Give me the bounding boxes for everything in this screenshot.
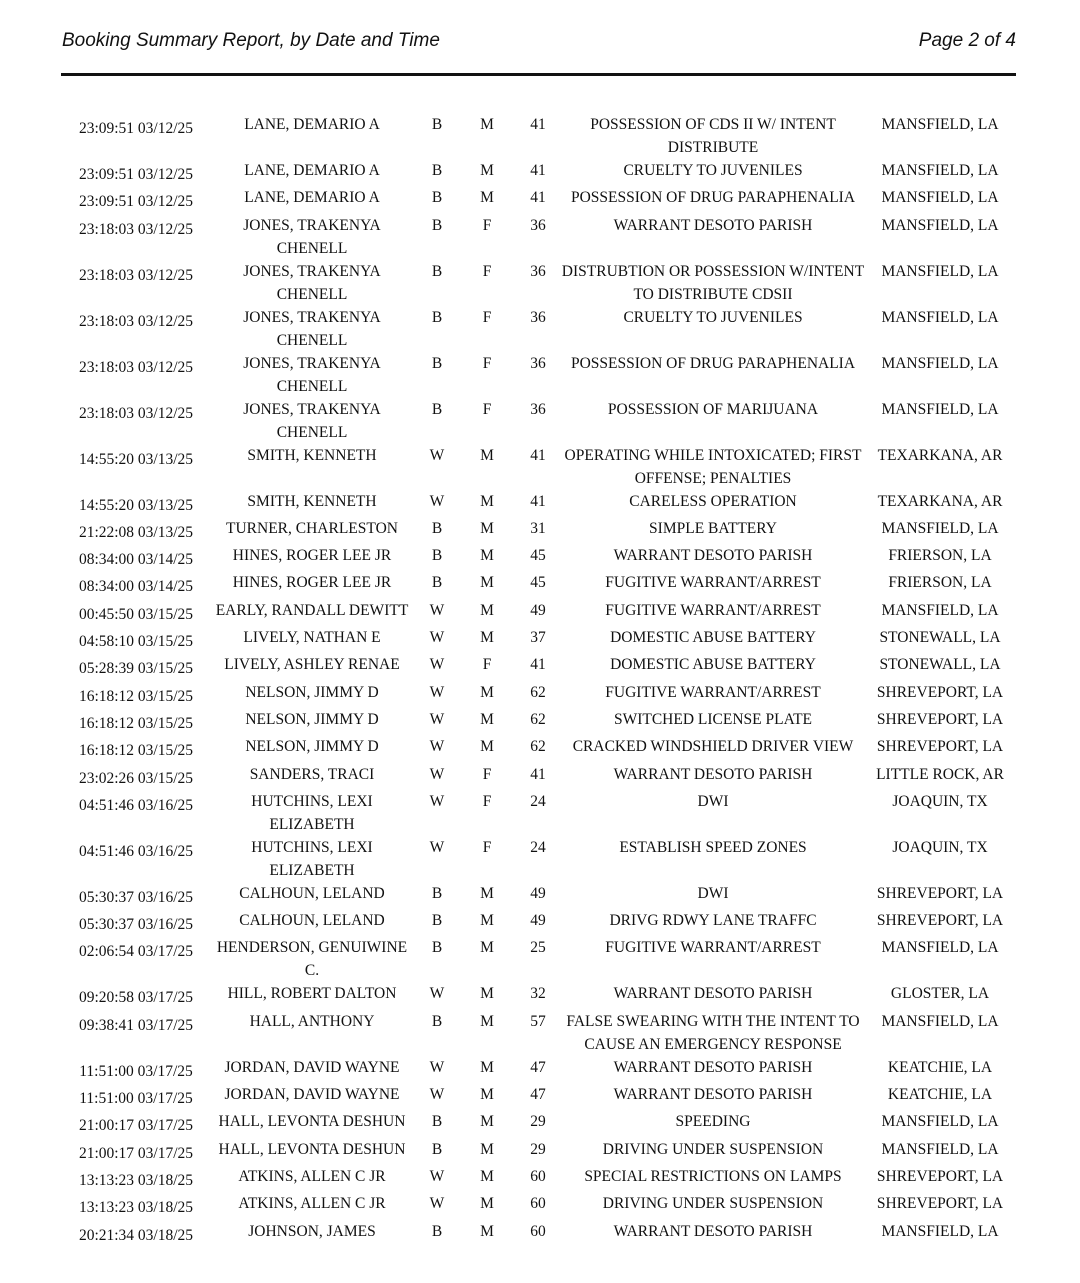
sex: F [482,400,492,418]
sex: F [482,262,492,280]
race: B [431,1140,443,1158]
race: W [429,710,445,728]
charge: POSSESSION OF DRUG PARAPHENALIA [570,189,856,207]
age: 49 [530,912,546,930]
sex: M [480,1058,494,1076]
booking-datetime: 21:00:17 03/17/25 [78,1117,194,1135]
sex: M [480,162,494,179]
sex: M [480,116,494,133]
city: MANSFIELD, LA [881,400,999,418]
sex: M [480,189,494,207]
sex: M [480,1140,494,1158]
charge: POSSESSION OF MARIJUANA [607,400,819,418]
header-divider [61,73,1016,76]
race: W [429,1167,445,1185]
sex: M [480,912,494,930]
sex: M [480,574,494,592]
city: STONEWALL, LA [879,629,1001,647]
sex: M [480,985,494,1003]
inmate-name: LANE, DEMARIO A [244,116,380,133]
age: 41 [530,189,546,207]
inmate-name: LIVELY, ASHLEY RENAE [224,656,400,674]
age: 31 [530,519,546,537]
table-row [0,836,1080,882]
city: MANSFIELD, LA [881,939,999,957]
booking-datetime: 08:34:00 03/14/25 [78,551,194,569]
race: W [429,838,445,856]
race: W [429,446,445,464]
race: B [431,574,443,592]
race: B [431,354,443,372]
age: 36 [530,216,546,234]
booking-datetime: 23:18:03 03/12/25 [78,220,194,238]
charge: WARRANT DESOTO PARISH [613,985,813,1003]
city: KEATCHIE, LA [887,1058,993,1076]
charge: POSSESSION OF CDS II W/ INTENT DISTRIBUTE [590,116,836,156]
city: GLOSTER, LA [890,985,990,1003]
table-row [0,159,1080,186]
inmate-name: SMITH, KENNETH [247,446,377,464]
city: MANSFIELD, LA [881,1012,999,1030]
sex: M [480,884,494,902]
age: 41 [530,656,546,674]
age: 57 [530,1012,546,1030]
booking-datetime: 23:18:03 03/12/25 [78,358,194,376]
charge: FUGITIVE WARRANT/ARREST [605,574,821,592]
table-row [0,352,1080,398]
booking-datetime: 04:51:46 03/16/25 [78,796,194,814]
race: B [431,162,443,179]
table-row [0,909,1080,936]
inmate-name: ATKINS, ALLEN C JR [238,1195,386,1213]
city: SHREVEPORT, LA [876,683,1004,701]
booking-datetime: 21:22:08 03/13/25 [78,523,194,541]
sex: F [482,354,492,372]
booking-datetime: 05:28:39 03/15/25 [78,660,194,678]
table-row [0,544,1080,571]
sex: M [480,446,494,464]
age: 41 [530,492,546,510]
table-row [0,186,1080,213]
inmate-name: JONES, TRAKENYA CHENELL [243,400,381,441]
race: W [429,629,445,647]
booking-datetime: 23:18:03 03/12/25 [78,312,194,330]
table-row [0,398,1080,444]
table-row [0,1138,1080,1165]
table-row [0,1083,1080,1110]
table-row [0,1220,1080,1247]
inmate-name: JONES, TRAKENYA CHENELL [243,308,381,349]
charge: OPERATING WHILE INTOXICATED; FIRST OFFENSE; PENALTIES [564,446,862,487]
inmate-name: LIVELY, NATHAN E [243,629,381,647]
table-row [0,936,1080,982]
age: 25 [530,939,546,957]
sex: F [482,765,492,783]
race: W [429,738,445,756]
age: 36 [530,400,546,418]
race: W [429,985,445,1003]
booking-datetime: 21:00:17 03/17/25 [78,1144,194,1162]
city: MANSFIELD, LA [881,262,999,280]
booking-datetime: 05:30:37 03/16/25 [78,888,194,906]
city: SHREVEPORT, LA [876,884,1004,902]
city: LITTLE ROCK, AR [876,765,1004,783]
table-row [0,708,1080,735]
age: 32 [530,985,546,1003]
city: MANSFIELD, LA [881,1113,999,1131]
city: SHREVEPORT, LA [876,1195,1004,1213]
report-header [62,30,1016,56]
charge: WARRANT DESOTO PARISH [613,765,813,783]
race: B [431,939,443,957]
race: W [429,683,445,701]
race: W [429,1058,445,1076]
inmate-name: NELSON, JIMMY D [245,738,379,756]
city: SHREVEPORT, LA [876,912,1004,930]
inmate-name: HINES, ROGER LEE JR [232,574,392,592]
booking-datetime: 16:18:12 03/15/25 [78,687,194,705]
race: W [429,492,445,510]
race: B [431,262,443,280]
booking-datetime: 23:18:03 03/12/25 [78,266,194,284]
inmate-name: JORDAN, DAVID WAYNE [224,1058,400,1076]
sex: F [482,216,492,234]
city: STONEWALL, LA [879,656,1001,674]
booking-datetime: 20:21:34 03/18/25 [78,1226,194,1244]
age: 47 [530,1058,546,1076]
sex: M [480,683,494,701]
booking-datetime: 13:13:23 03/18/25 [78,1171,194,1189]
charge: FUGITIVE WARRANT/ARREST [605,939,821,957]
table-row [0,790,1080,836]
sex: M [480,1222,494,1240]
inmate-name: NELSON, JIMMY D [245,683,379,701]
sex: M [480,1086,494,1104]
inmate-name: LANE, DEMARIO A [244,162,380,179]
charge: FALSE SWEARING WITH THE INTENT TO CAUSE AN EMERGENCY RESPONSE [566,1012,860,1053]
report-title: Booking Summary Report, by Date and Time [62,30,440,51]
table-row [0,626,1080,653]
age: 24 [530,792,546,810]
charge: DISTRUBTION OR POSSESSION W/INTENT TO DISTRIBUTE CDSII [561,262,865,303]
sex: M [480,629,494,647]
table-row [0,735,1080,762]
table-row [0,1010,1080,1056]
inmate-name: JOHNSON, JAMES [248,1222,376,1240]
inmate-name: ATKINS, ALLEN C JR [238,1167,386,1185]
age: 29 [530,1113,546,1131]
age: 45 [530,574,546,592]
race: W [429,792,445,810]
city: MANSFIELD, LA [881,601,999,619]
city: MANSFIELD, LA [881,354,999,372]
race: B [431,216,443,234]
charge: DRIVING UNDER SUSPENSION [602,1140,824,1158]
inmate-name: HALL, LEVONTA DESHUN [218,1113,406,1131]
booking-datetime: 14:55:20 03/13/25 [78,450,194,468]
inmate-name: JONES, TRAKENYA CHENELL [243,262,381,303]
charge: SPECIAL RESTRICTIONS ON LAMPS [584,1167,842,1185]
charge: SPEEDING [675,1113,751,1131]
age: 62 [530,710,546,728]
city: MANSFIELD, LA [881,1222,999,1240]
city: KEATCHIE, LA [887,1086,993,1104]
sex: F [482,656,492,674]
inmate-name: HUTCHINS, LEXI ELIZABETH [251,838,373,879]
inmate-name: HINES, ROGER LEE JR [232,547,392,565]
charge: WARRANT DESOTO PARISH [613,216,813,234]
race: B [431,189,443,207]
charge: DWI [697,884,729,902]
charge: DRIVG RDWY LANE TRAFFC [609,912,817,930]
age: 41 [530,116,546,133]
inmate-name: HALL, LEVONTA DESHUN [218,1140,406,1158]
age: 36 [530,354,546,372]
charge: CRUELTY TO JUVENILES [623,308,803,326]
inmate-name: JONES, TRAKENYA CHENELL [243,354,381,395]
city: SHREVEPORT, LA [876,738,1004,756]
age: 49 [530,884,546,902]
race: B [431,400,443,418]
race: B [431,308,443,326]
sex: M [480,519,494,537]
race: B [431,116,443,133]
sex: F [482,792,492,810]
race: W [429,765,445,783]
table-row [0,113,1080,159]
inmate-name: EARLY, RANDALL DEWITT [215,601,409,619]
sex: F [482,838,492,856]
table-row [0,1110,1080,1137]
table-row [0,490,1080,517]
booking-datetime: 11:51:00 03/17/25 [79,1090,193,1108]
age: 37 [530,629,546,647]
city: MANSFIELD, LA [881,189,999,207]
city: SHREVEPORT, LA [876,710,1004,728]
city: MANSFIELD, LA [881,162,999,179]
race: W [429,1086,445,1104]
age: 41 [530,162,546,179]
booking-datetime: 11:51:00 03/17/25 [79,1062,193,1080]
booking-datetime: 23:02:26 03/15/25 [78,769,194,787]
charge: CARELESS OPERATION [629,492,797,510]
table-row [0,444,1080,490]
city: MANSFIELD, LA [881,1140,999,1158]
city: JOAQUIN, TX [892,792,988,810]
charge: ESTABLISH SPEED ZONES [619,838,807,856]
sex: M [480,1167,494,1185]
table-row [0,599,1080,626]
age: 24 [530,838,546,856]
sex: M [480,601,494,619]
booking-datetime: 23:09:51 03/12/25 [78,120,194,137]
sex: M [480,710,494,728]
booking-datetime: 16:18:12 03/15/25 [78,742,194,760]
charge: FUGITIVE WARRANT/ARREST [605,683,821,701]
age: 41 [530,446,546,464]
charge: DOMESTIC ABUSE BATTERY [610,656,816,674]
race: B [431,519,443,537]
table-row [0,982,1080,1009]
city: MANSFIELD, LA [881,519,999,537]
sex: M [480,547,494,565]
page-number: Page 2 of 4 [918,30,1016,51]
booking-table [0,113,1080,1247]
table-row [0,763,1080,790]
booking-datetime: 14:55:20 03/13/25 [78,496,194,514]
inmate-name: JONES, TRAKENYA CHENELL [243,216,381,257]
charge: POSSESSION OF DRUG PARAPHENALIA [570,354,856,372]
age: 60 [530,1195,546,1213]
age: 60 [530,1167,546,1185]
table-row [0,653,1080,680]
age: 36 [530,262,546,280]
table-row [0,306,1080,352]
booking-datetime: 04:51:46 03/16/25 [78,842,194,860]
booking-datetime: 23:09:51 03/12/25 [78,193,194,211]
inmate-name: HUTCHINS, LEXI ELIZABETH [251,792,373,833]
booking-datetime: 09:38:41 03/17/25 [78,1016,194,1034]
inmate-name: LANE, DEMARIO A [244,189,380,207]
age: 62 [530,738,546,756]
inmate-name: TURNER, CHARLESTON [226,519,398,537]
table-row [0,260,1080,306]
booking-datetime: 05:30:37 03/16/25 [78,916,194,934]
table-row [0,214,1080,260]
charge: SWITCHED LICENSE PLATE [613,710,813,728]
city: MANSFIELD, LA [881,308,999,326]
booking-datetime: 09:20:58 03/17/25 [78,989,194,1007]
race: B [431,912,443,930]
booking-datetime: 23:18:03 03/12/25 [78,404,194,422]
age: 47 [530,1086,546,1104]
race: B [431,1012,443,1030]
table-row [0,1056,1080,1083]
charge: WARRANT DESOTO PARISH [613,1222,813,1240]
booking-datetime: 04:58:10 03/15/25 [78,633,194,651]
table-row [0,681,1080,708]
age: 62 [530,683,546,701]
charge: WARRANT DESOTO PARISH [613,1058,813,1076]
booking-datetime: 23:09:51 03/12/25 [78,166,194,183]
booking-datetime: 13:13:23 03/18/25 [78,1199,194,1217]
table-row [0,571,1080,598]
race: B [431,547,443,565]
sex: M [480,492,494,510]
city: SHREVEPORT, LA [876,1167,1004,1185]
table-row [0,1165,1080,1192]
sex: M [480,1195,494,1213]
race: W [429,656,445,674]
city: FRIERSON, LA [888,547,992,565]
inmate-name: SMITH, KENNETH [247,492,377,510]
age: 41 [530,765,546,783]
charge: CRUELTY TO JUVENILES [623,162,803,179]
charge: WARRANT DESOTO PARISH [613,1086,813,1104]
charge: WARRANT DESOTO PARISH [613,547,813,565]
inmate-name: HENDERSON, GENUIWINE C. [216,939,408,980]
table-row [0,517,1080,544]
city: TEXARKANA, AR [877,492,1003,510]
inmate-name: CALHOUN, LELAND [239,884,385,902]
age: 29 [530,1140,546,1158]
inmate-name: CALHOUN, LELAND [239,912,385,930]
age: 49 [530,601,546,619]
booking-datetime: 16:18:12 03/15/25 [78,714,194,732]
sex: M [480,939,494,957]
charge: CRACKED WINDSHIELD DRIVER VIEW [572,738,854,756]
city: MANSFIELD, LA [881,116,999,133]
charge: DOMESTIC ABUSE BATTERY [610,629,816,647]
booking-datetime: 00:45:50 03/15/25 [78,605,194,623]
charge: DWI [697,792,729,810]
inmate-name: SANDERS, TRACI [249,765,375,783]
race: W [429,1195,445,1213]
sex: M [480,1012,494,1030]
age: 36 [530,308,546,326]
charge: SIMPLE BATTERY [649,519,777,537]
race: B [431,1222,443,1240]
race: B [431,884,443,902]
race: W [429,601,445,619]
charge: FUGITIVE WARRANT/ARREST [605,601,821,619]
age: 45 [530,547,546,565]
inmate-name: NELSON, JIMMY D [245,710,379,728]
city: JOAQUIN, TX [892,838,988,856]
race: B [431,1113,443,1131]
sex: M [480,738,494,756]
sex: M [480,1113,494,1131]
city: TEXARKANA, AR [877,446,1003,464]
booking-datetime: 02:06:54 03/17/25 [78,943,194,961]
age: 60 [530,1222,546,1240]
inmate-name: HILL, ROBERT DALTON [227,985,397,1003]
city: MANSFIELD, LA [881,216,999,234]
charge: DRIVING UNDER SUSPENSION [602,1195,824,1213]
inmate-name: JORDAN, DAVID WAYNE [224,1086,400,1104]
sex: F [482,308,492,326]
table-row [0,882,1080,909]
inmate-name: HALL, ANTHONY [249,1012,375,1030]
booking-datetime: 08:34:00 03/14/25 [78,578,194,596]
table-row [0,1192,1080,1219]
city: FRIERSON, LA [888,574,992,592]
